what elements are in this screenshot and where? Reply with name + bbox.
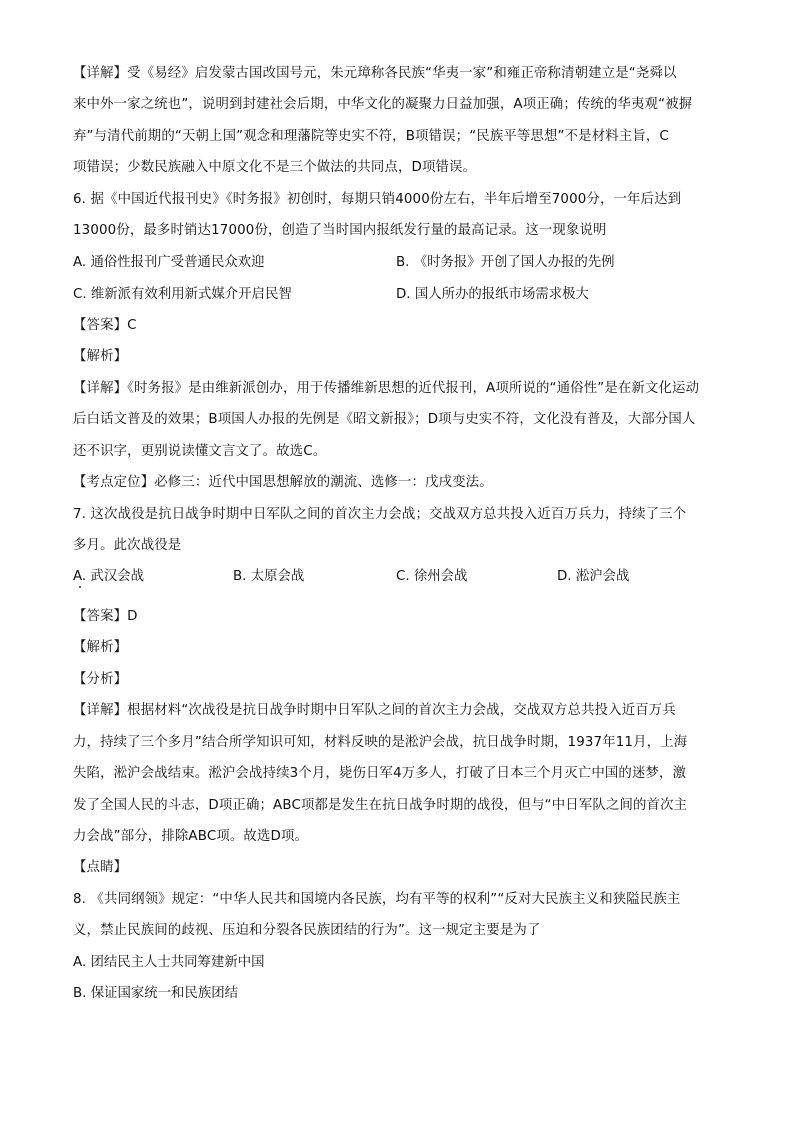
q5-explanation-line-1: 【详解】受《易经》启发蒙古国改国号元，朱元璋称各民族“华夷一家”和雍正帝称清朝建立是“尧舜以 — [73, 66, 677, 81]
q8-stem-line-2: 义，禁止民族间的歧视、压迫和分裂各民族团结的行为”。这一规定主要是为了 — [73, 923, 541, 938]
q7-explanation-line-4: 发了全国人民的斗志，D项正确；ABC项都是发生在抗日战争时期的战役，但与“中日军队之间的首次主 — [73, 798, 688, 813]
q6-stem-line-1: 6. 据《中国近代报刊史》《时务报》初创时，每期只销4000份左右，半年后增至7000分，一年后达到 — [73, 192, 682, 207]
stray-dot-mark — [79, 586, 81, 588]
q6-option-b: B. 《时务报》开创了国人办报的先例 — [396, 255, 615, 270]
q7-option-b: B. 太原会战 — [233, 569, 305, 584]
q6-explanation-line-2: 后白话文普及的效果；B项国人办报的先例是《昭文新报》；D项与史实不符，文化没有普及，大部分国人 — [73, 412, 696, 427]
q7-answer: 【答案】D — [73, 609, 138, 624]
q7-stem-line-2: 多月。此次战役是 — [73, 538, 182, 553]
q7-analysis-heading: 【解析】 — [73, 640, 128, 655]
q5-explanation-line-2: 来中外一家之统也”，说明到封建社会后期，中华文化的凝聚力日益加强，A项正确；传统的华夷观“被摒 — [73, 97, 693, 112]
q8-option-a: A. 团结民主人士共同筹建新中国 — [73, 955, 265, 970]
q7-option-d: D. 淞沪会战 — [557, 569, 630, 584]
q6-explanation-line-3: 还不识字，更别说读懂文言文了。故选C。 — [73, 444, 327, 459]
q7-option-a: A. 武汉会战 — [73, 569, 144, 584]
q7-breakdown-heading: 【分析】 — [73, 672, 128, 687]
q7-option-c: C. 徐州会战 — [396, 569, 468, 584]
q7-stem-line-1: 7. 这次战役是抗日战争时期中日军队之间的首次主力会战；交战双方总共投入近百万兵力，持续了三个 — [73, 507, 687, 522]
q6-option-c: C. 维新派有效利用新式媒介开启民智 — [73, 287, 292, 302]
q6-option-d: D. 国人所办的报纸市场需求极大 — [396, 287, 589, 302]
q8-stem-line-1: 8. 《共同纲领》规定：“中华人民共和国境内各民族，均有平等的权利”“反对大民族主义和狭隘民族主 — [73, 892, 681, 907]
q6-analysis-heading: 【解析】 — [73, 349, 128, 364]
q5-explanation-line-3: 弃”与清代前期的“天朝上国”观念和理藩院等史实不符，B项错误；“民族平等思想”不是材料主旨，C — [73, 129, 669, 144]
q7-explanation-line-5: 力会战”部分，排除ABC项。故选D项。 — [73, 829, 309, 844]
q7-explanation-line-3: 失陷，淞沪会战结束。淞沪会战持续3个月，毙伤日军4万多人，打破了日本三个月灭亡中国的迷梦，激 — [73, 766, 687, 781]
q6-stem-line-2: 13000份，最多时销达17000份，创造了当时国内报纸发行量的最高记录。这一现象说明 — [73, 223, 607, 238]
q7-explanation-line-1: 【详解】根据材料“次战役是抗日战争时期中日军队之间的首次主力会战，交战双方总共投入近百万兵 — [73, 703, 676, 718]
q6-topic-location: 【考点定位】必修三：近代中国思想解放的潮流、选修一：戊戌变法。 — [73, 475, 493, 490]
q6-answer: 【答案】C — [73, 318, 137, 333]
q7-explanation-line-2: 力，持续了三个多月”结合所学知识可知，材料反映的是淞沪会战，抗日战争时期，1937年11月，上海 — [73, 735, 688, 750]
q6-option-a: A. 通俗性报刊广受普通民众欢迎 — [73, 255, 265, 270]
q7-commentary-heading: 【点睛】 — [73, 860, 128, 875]
q6-explanation-line-1: 【详解】《时务报》是由维新派创办，用于传播维新思想的近代报刊，A项所说的“通俗性”是在新文化运动 — [73, 381, 700, 396]
q5-explanation-line-4: 项错误；少数民族融入中原文化不是三个做法的共同点，D项错误。 — [73, 160, 477, 175]
q8-option-b: B. 保证国家统一和民族团结 — [73, 986, 238, 1001]
